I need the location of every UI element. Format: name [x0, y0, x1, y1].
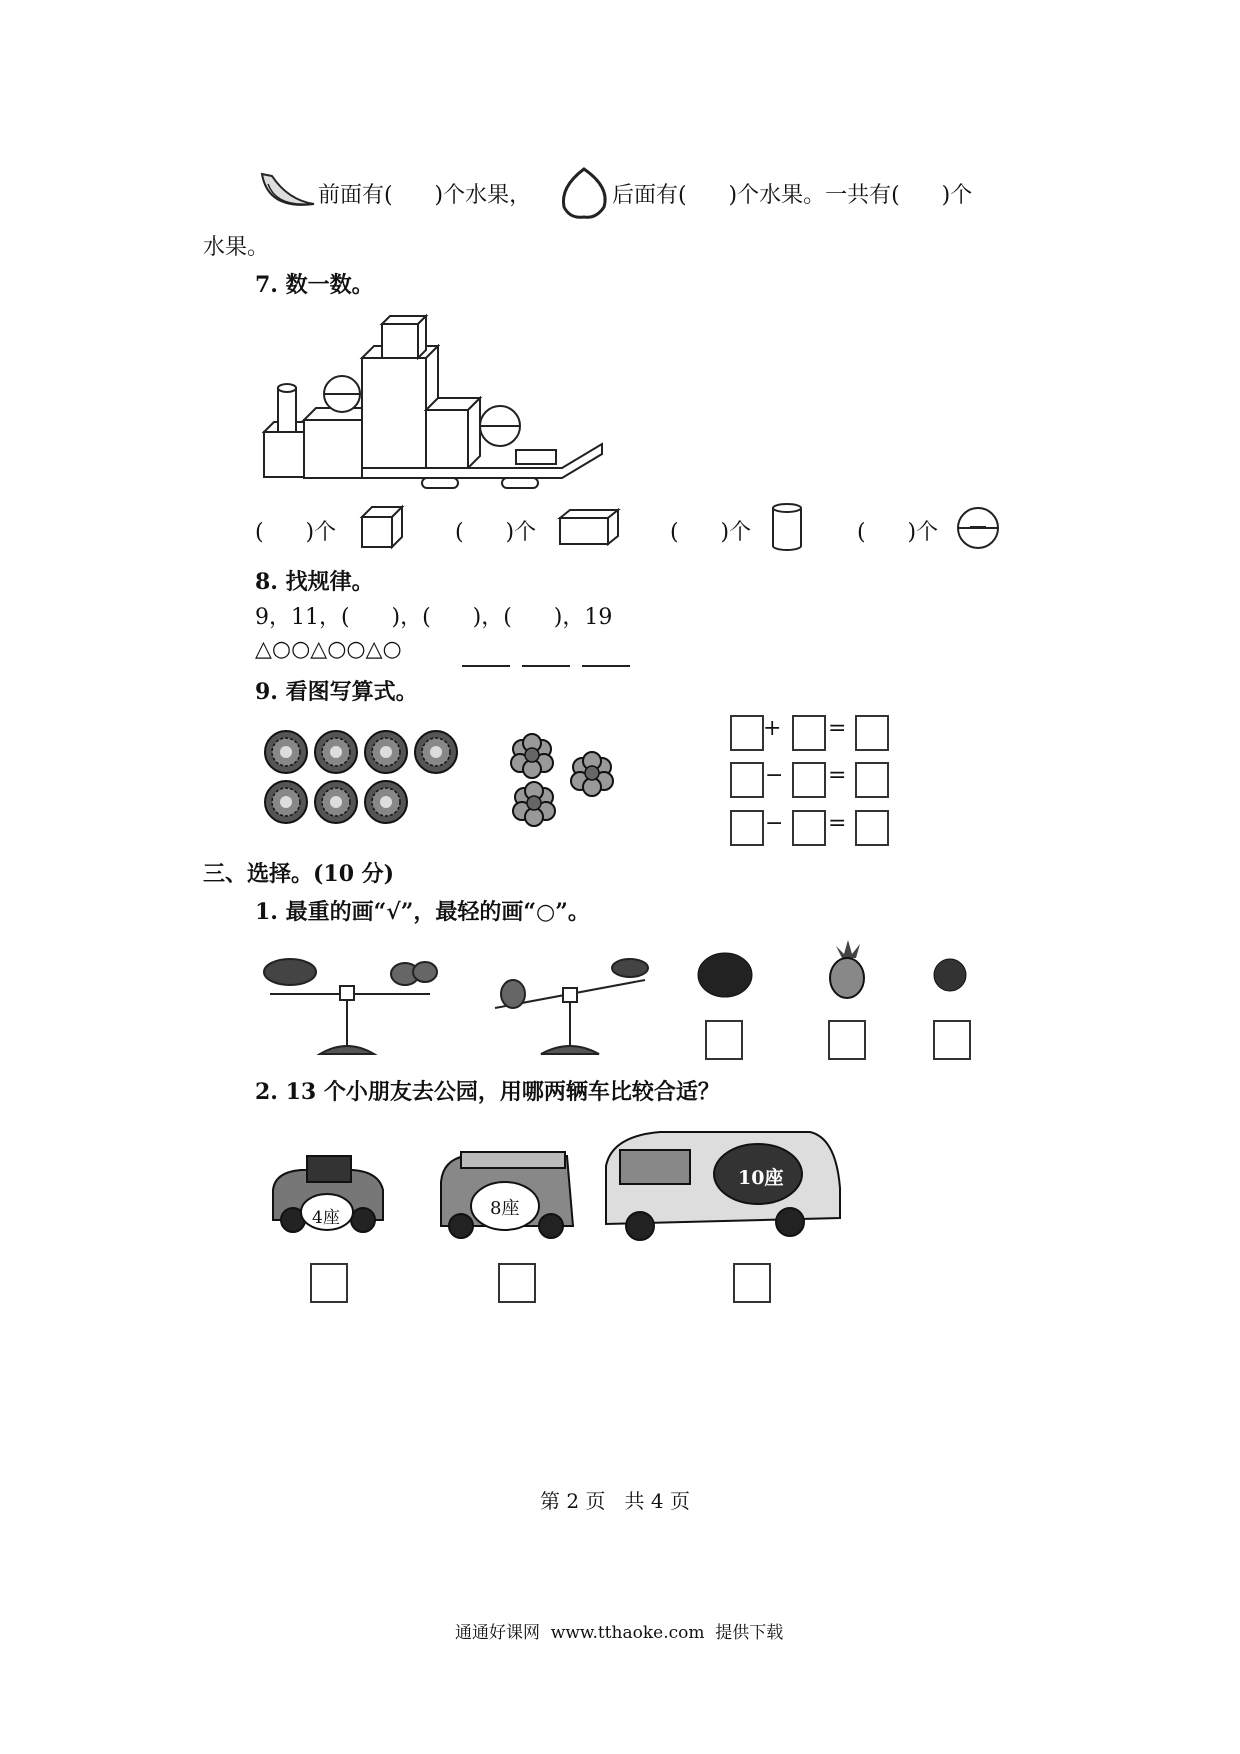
eq1-equals: = [828, 716, 847, 741]
eq2-box-c[interactable] [855, 762, 889, 798]
q8-sequence: 9，11，( )，( )，( )，19 [255, 605, 613, 630]
answer-box-car[interactable] [310, 1263, 348, 1303]
answer-box-bus[interactable] [733, 1263, 771, 1303]
q8-shape-pattern: △○○△○○△○ [255, 637, 402, 662]
flowers-illustration [508, 735, 623, 825]
bus-10-seat [600, 1128, 845, 1246]
answer-blanks [462, 664, 632, 668]
eq2-equals: = [828, 763, 847, 788]
answer-box-pineapple[interactable] [828, 1020, 866, 1060]
section3-q1: 1. 最重的画“√”，最轻的画“○”。 [255, 899, 590, 925]
watermelon-icon [695, 950, 755, 1000]
q7-title: 7. 数一数。 [255, 272, 374, 298]
section3-q2: 2. 13 个小朋友去公园，用哪两辆车比较合适？ [255, 1079, 720, 1105]
answer-box-watermelon[interactable] [705, 1020, 743, 1060]
section3-heading: 三、选择。(10 分) [203, 861, 395, 887]
eq3-box-b[interactable] [792, 810, 826, 846]
q6-text-a: 前面有( )个水果， [318, 183, 532, 208]
eq2-box-a[interactable] [730, 762, 764, 798]
answer-box-apple[interactable] [933, 1020, 971, 1060]
eq1-box-b[interactable] [792, 715, 826, 751]
sunflowers-illustration [262, 728, 462, 828]
eq1-box-c[interactable] [855, 715, 889, 751]
cylinder-icon [770, 502, 804, 552]
car-4-label: 4座 [312, 1208, 340, 1228]
eq3-box-c[interactable] [855, 810, 889, 846]
van-8-label: 8座 [490, 1198, 520, 1219]
count-cube: ( )个 [255, 520, 337, 545]
blocks-illustration [262, 312, 612, 487]
eq1-box-a[interactable] [730, 715, 764, 751]
q6-text-b: 后面有( )个水果。一共有( )个 [612, 183, 973, 208]
eq2-box-b[interactable] [792, 762, 826, 798]
q6-text-c: 水果。 [203, 235, 270, 260]
bus-10-label: 10座 [738, 1167, 784, 1189]
eq1-operator: + [763, 716, 782, 741]
apple-icon [930, 955, 970, 995]
q8-title: 8. 找规律。 [255, 569, 374, 595]
balance-scale-2 [485, 950, 665, 1060]
sphere-icon [955, 505, 1001, 551]
peach-icon [556, 165, 612, 221]
eq2-operator: − [765, 763, 784, 788]
count-cuboid: ( )个 [455, 520, 537, 545]
cuboid-icon [558, 508, 620, 546]
banana-icon [258, 170, 318, 220]
balance-scale-1 [260, 950, 440, 1060]
eq3-operator: − [765, 811, 784, 836]
eq3-box-a[interactable] [730, 810, 764, 846]
pineapple-icon [822, 938, 872, 1000]
cube-icon [360, 505, 405, 550]
source-footer: 通通好课网 www.tthaoke.com 提供下载 [455, 1623, 784, 1643]
q9-title: 9. 看图写算式。 [255, 679, 418, 705]
eq3-equals: = [828, 811, 847, 836]
count-cylinder: ( )个 [670, 520, 752, 545]
page-number: 第 2 页 共 4 页 [540, 1489, 690, 1513]
answer-box-van[interactable] [498, 1263, 536, 1303]
count-sphere: ( )个 [857, 520, 939, 545]
